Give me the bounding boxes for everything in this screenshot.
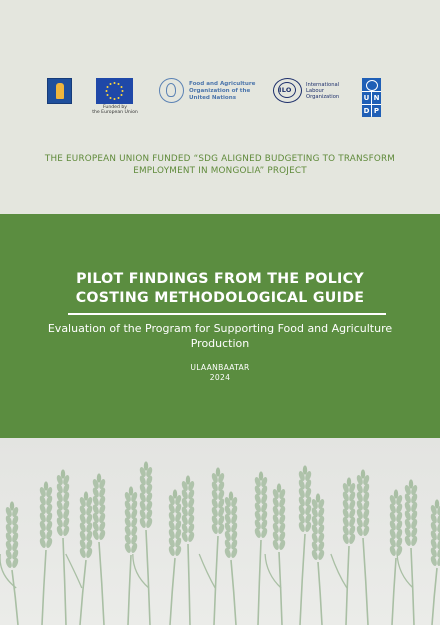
wheat-stalk: [389, 489, 404, 625]
wheat-stalk: [430, 499, 440, 625]
ilo-name: International Labour Organization: [306, 82, 340, 101]
ilo-emblem-icon: [273, 78, 302, 103]
publication-city: ULAANBAATAR: [190, 363, 250, 372]
wheat-illustration: [0, 438, 440, 625]
document-subtitle: Evaluation of the Program for Supporting Food and Agriculture Production: [47, 322, 393, 350]
wheat-stalk: [254, 471, 269, 625]
undp-letter-p: P: [373, 107, 380, 115]
wheat-stalk: [181, 475, 196, 625]
ilo-emblem-text: ILO: [279, 86, 292, 94]
mongolia-emblem-icon: [47, 78, 72, 104]
wheat-stalk: [66, 491, 94, 625]
wheat-stalk: [124, 486, 139, 625]
eu-flag-icon: [96, 78, 133, 104]
undp-letter-n: N: [373, 94, 380, 102]
title-divider: [68, 313, 386, 315]
wheat-stalk: [331, 477, 357, 625]
wheat-stalk: [168, 489, 183, 625]
title-band: [0, 214, 440, 438]
partner-logos: [0, 76, 440, 120]
wheat-stalk: [356, 469, 371, 625]
wheat-stalk: [311, 493, 326, 625]
wheat-stalk: [0, 501, 19, 625]
wheat-stalks-image: [0, 438, 440, 625]
undp-letter-u: U: [363, 94, 370, 102]
fao-emblem-icon: [159, 78, 184, 103]
publication-year: 2024: [209, 372, 231, 382]
project-name: THE EUROPEAN UNION FUNDED “SDG ALIGNED BUDGETING TO TRANSFORM EMPLOYMENT IN MONGOLIA” PROJECT: [44, 154, 396, 176]
wheat-stalk: [224, 491, 239, 625]
publication-place-date: [40, 363, 400, 382]
undp-letter-d: D: [363, 107, 370, 115]
document-title: PILOT FINDINGS FROM THE POLICY COSTING METHODOLOGICAL GUIDE: [75, 271, 365, 306]
fao-name: Food and Agriculture Organization of the United Nations: [189, 81, 256, 101]
wheat-stalk: [298, 465, 313, 625]
wheat-stalk: [199, 467, 225, 625]
cover-header: [0, 0, 440, 214]
wheat-stalk: [56, 469, 71, 625]
wheat-stalk: [92, 473, 107, 625]
undp-logo-icon: [362, 78, 381, 116]
wheat-stalk: [39, 481, 54, 625]
wheat-stalk: [265, 483, 286, 625]
eu-funded-caption: Funded by the European Union: [92, 105, 138, 116]
